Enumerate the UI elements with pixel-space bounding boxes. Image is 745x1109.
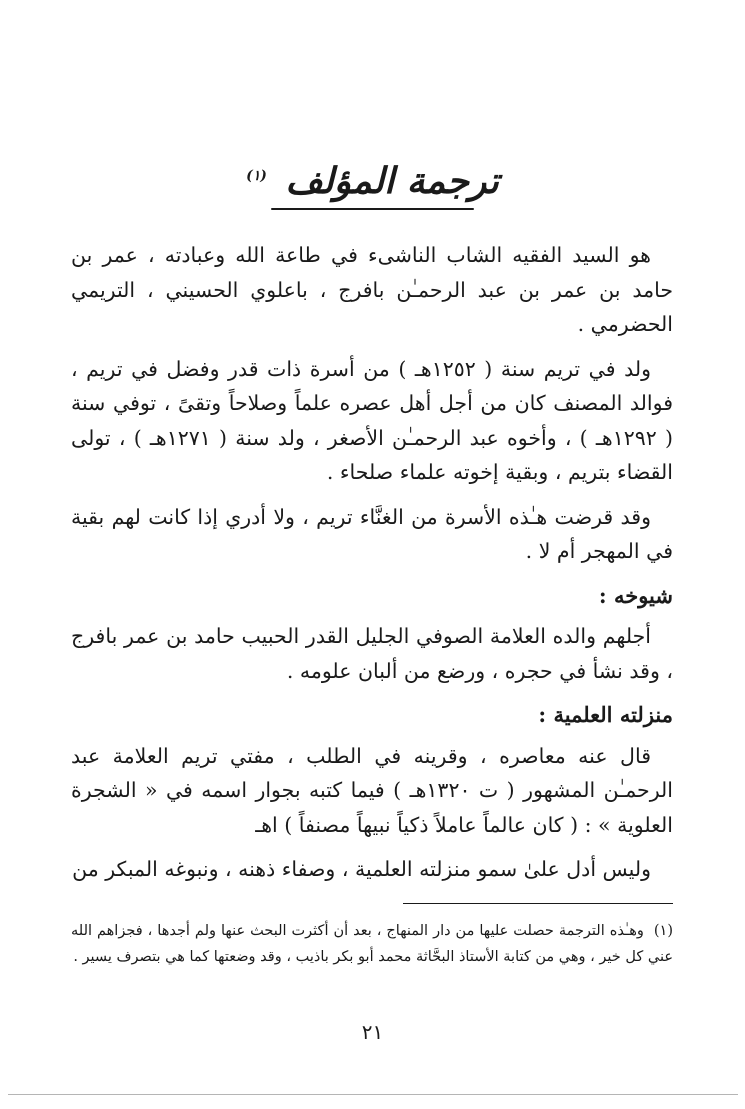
- paragraph-status-quote: قال عنه معاصره ، وقرينه في الطلب ، مفتي تريم العلامة عبد الرحمـٰن المشهور ( ت ١٣٢٠هـ ) فيما كتبه بجوار اسمه في « الشجرة العلوية » : ( كان عالماً عاملاً ذكياً نبيهاً مصنفاً ) اهـ: [71, 743, 673, 837]
- chapter-title-text: ترجمة المؤلف: [285, 160, 499, 202]
- title-block: [0, 160, 745, 210]
- chapter-title: [246, 160, 499, 210]
- title-footnote-mark: (١): [246, 168, 267, 184]
- page-number: ٢١: [361, 1020, 384, 1044]
- section-heading-status: منزلته العلمية :: [538, 702, 673, 727]
- footnote: [71, 918, 673, 970]
- footnote-separator: [403, 903, 673, 904]
- footnote-mark: (١): [653, 923, 673, 939]
- paragraph-birth: ولد في تريم سنة ( ١٢٥٢هـ ) من أسرة ذات قدر وفضل في تريم ، فوالد المصنف كان من أجل أهل عصره علماً وصلاحاً وتقىً ، توفي سنة ( ١٢٩٢هـ ) ، وأخوه عبد الرحمـٰن الأصغر ، ولد سنة ( ١٢٧١هـ ) ، تولى القضاء بتريم ، وبقية إخوته علماء صلحاء .: [71, 356, 673, 484]
- main-text: [71, 238, 673, 897]
- page-edge-line: [8, 1094, 738, 1095]
- paragraph-family: وقد قرضت هـٰذه الأسرة من الغنَّاء تريم ، ولا أدري إذا كانت لهم بقية في المهجر أم لا .: [71, 504, 673, 563]
- section-heading-teachers: شيوخه :: [598, 582, 673, 608]
- paragraph-status-continued: وليس أدل علىٰ سمو منزلته العلمية ، وصفاء ذهنه ، ونبوغه المبكر من: [72, 857, 651, 881]
- title-underline-flourish: [271, 208, 473, 210]
- paragraph-intro: هو السيد الفقيه الشاب الناشىء في طاعة الله وعبادته ، عمر بن حامد بن عمر بن عبد الرحمـٰن بافرج ، باعلوي الحسيني ، التريمي الحضرمي .: [71, 243, 673, 336]
- footnote-text: وهـٰذه الترجمة حصلت عليها من دار المنهاج ، بعد أن أكثرت البحث عنها ولم أجدها ، فجزاهم الله عني كل خير ، وهي من كتابة الأستاذ البحَّاثة محمد أبو بكر باذيب ، وقد وضعتها كما هي بتصرف يسير .: [71, 923, 673, 965]
- paragraph-teachers: أجلهم والده العلامة الصوفي الجليل القدر الحبيب حامد بن عمر بافرج ، وقد نشأ في حجره ، ورضع من ألبان علومه .: [71, 624, 673, 683]
